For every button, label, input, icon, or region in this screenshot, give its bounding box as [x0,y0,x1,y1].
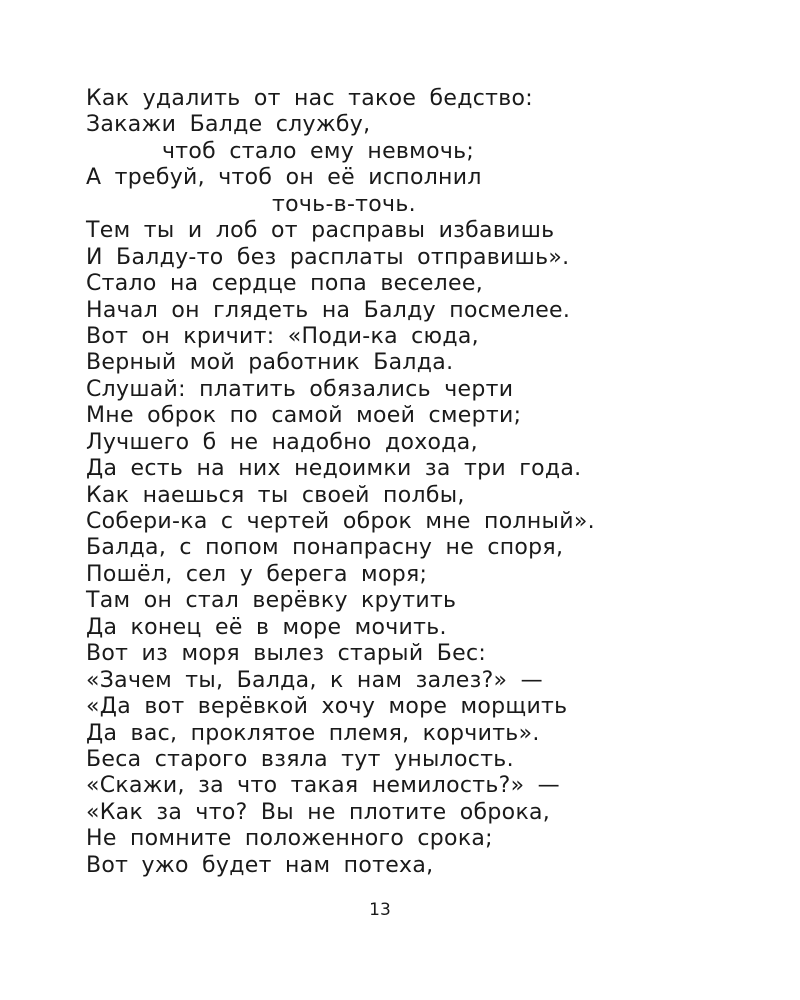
poem-line: Начал он глядеть на Балду посмелее. [86,297,571,323]
poem-line: точь-в-точь. [272,191,416,217]
poem-line: Слушай: платить обязались черти [86,376,514,402]
poem-text [86,86,726,879]
poem-line: Да вас, проклятое племя, корчить». [86,720,540,746]
poem-line: чтоб стало ему невмочь; [162,138,475,164]
poem-line: Да есть на них недоимки за три года. [86,456,582,482]
poem-line: «Скажи, за что такая немилость?» — [86,773,560,799]
poem-line: Да конец её в море мочить. [86,614,447,640]
poem-line: «Зачем ты, Балда, к нам залез?» — [86,667,543,693]
poem-line: И Балду-то без расплаты отправишь». [86,244,570,270]
page-number: 13 [369,900,391,920]
poem-line: А требуй, чтоб он её исполнил [86,165,482,191]
poem-line: Вот он кричит: «Поди-ка сюда, [86,323,479,349]
poem-line: Беса старого взяла тут унылость. [86,746,514,772]
poem-line: Вот ужо будет нам потеха, [86,852,434,878]
poem-line: «Как за что? Вы не плотите оброка, [86,799,551,825]
poem-line: Мне оброк по самой моей смерти; [86,403,522,429]
poem-line: Тем ты и лоб от расправы избавишь [86,218,555,244]
poem-line: Лучшего б не надобно дохода, [86,429,478,455]
poem-line: Закажи Балде службу, [86,112,371,138]
poem-line: Там он стал верёвку крутить [86,588,457,614]
poem-line: «Да вот верёвкой хочу море морщить [86,694,568,720]
poem-line: Верный мой работник Балда. [86,350,454,376]
poem-line: Балда, с попом понапрасну не споря, [86,535,564,561]
poem-line: Не помните положенного срока; [86,826,493,852]
poem-line: Пошёл, сел у берега моря; [86,561,428,587]
poem-line: Вот из моря вылез старый Бес: [86,641,487,667]
poem-line: Как наешься ты своей полбы, [86,482,465,508]
poem-line: Стало на сердце попа веселее, [86,271,483,297]
poem-line: Собери-ка с чертей оброк мне полный». [86,509,595,534]
poem-line: Как удалить от нас такое бедство: [86,86,533,111]
